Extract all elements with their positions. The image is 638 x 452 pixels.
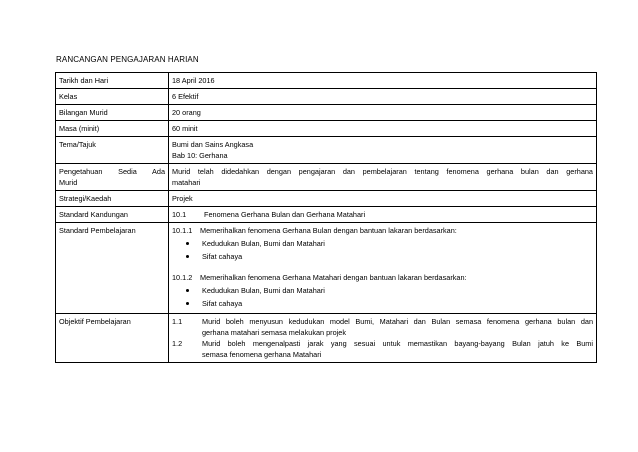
table-row bbox=[56, 137, 597, 164]
row-label-objektif: Objektif Pembelajaran bbox=[56, 314, 169, 363]
row-value-bilangan: 20 orang bbox=[169, 105, 597, 121]
row-label-strategi: Strategi/Kaedah bbox=[56, 191, 169, 207]
row-value-kandungan bbox=[169, 207, 597, 223]
table-row bbox=[56, 314, 597, 363]
table-row bbox=[56, 89, 597, 105]
objektif-item-1-text bbox=[202, 316, 593, 338]
list-item bbox=[202, 285, 593, 296]
row-value-tema bbox=[169, 137, 597, 164]
pengetahuan-line-1: Murid telah didedahkan dengan pengajaran dan pembelajaran tentang fenomena gerhana bulan dan gerhana bbox=[172, 167, 593, 176]
bullet-icon bbox=[186, 242, 189, 245]
objektif-item-1-number: 1.1 bbox=[172, 317, 183, 326]
kandungan-number: 10.1 bbox=[172, 210, 187, 219]
row-label-bilangan: Bilangan Murid bbox=[56, 105, 169, 121]
tema-line-2: Bab 10: Gerhana bbox=[172, 151, 228, 160]
table-row bbox=[56, 164, 597, 191]
row-label-kandungan: Standard Kandungan bbox=[56, 207, 169, 223]
pembelajaran-item-1-text: Memerihalkan fenomena Gerhana Bulan dengan bantuan lakaran berdasarkan: bbox=[200, 226, 457, 235]
pembelajaran-item-2-bullets bbox=[172, 285, 593, 309]
bullet-text: Kedudukan Bulan, Bumi dan Matahari bbox=[202, 239, 325, 248]
objektif-item-2-text bbox=[202, 338, 593, 360]
objektif-item-1-line-2: gerhana matahari semasa melakukan projek bbox=[202, 328, 346, 337]
row-label-kelas: Kelas bbox=[56, 89, 169, 105]
list-item bbox=[202, 238, 593, 249]
bullet-icon bbox=[186, 255, 189, 258]
table-row bbox=[56, 73, 597, 89]
row-label-tema: Tema/Tajuk bbox=[56, 137, 169, 164]
bullet-icon bbox=[186, 289, 189, 292]
table-row bbox=[56, 191, 597, 207]
row-value-kelas: 6 Efektif bbox=[169, 89, 597, 105]
pembelajaran-item-2 bbox=[172, 272, 593, 283]
objektif-item-2-line-2: semasa fenomena gerhana Matahari bbox=[202, 350, 322, 359]
list-item bbox=[202, 251, 593, 262]
pengetahuan-label-line-2: Murid bbox=[59, 178, 78, 187]
list-item bbox=[202, 298, 593, 309]
table-row bbox=[56, 121, 597, 137]
row-value-strategi: Projek bbox=[169, 191, 597, 207]
pembelajaran-item-2-number: 10.1.2 bbox=[172, 273, 193, 282]
table-row bbox=[56, 207, 597, 223]
kandungan-text: Fenomena Gerhana Bulan dan Gerhana Matahari bbox=[204, 210, 366, 219]
table-row bbox=[56, 223, 597, 314]
bullet-text: Sifat cahaya bbox=[202, 252, 243, 261]
objektif-item-2-number: 1.2 bbox=[172, 339, 183, 348]
row-value-objektif bbox=[169, 314, 597, 363]
tema-line-1: Bumi dan Sains Angkasa bbox=[172, 140, 254, 149]
bullet-text: Sifat cahaya bbox=[202, 299, 243, 308]
bullet-text: Kedudukan Bulan, Bumi dan Matahari bbox=[202, 286, 325, 295]
objektif-item-1-line-1: Murid boleh menyusun kedudukan model Bumi, Matahari dan Bulan semasa fenomena gerhana bulan dan bbox=[202, 317, 593, 326]
objektif-item-2 bbox=[172, 338, 593, 360]
pembelajaran-item-1 bbox=[172, 225, 593, 236]
row-value-masa: 60 minit bbox=[169, 121, 597, 137]
pengetahuan-label-line-1: Pengetahuan Sedia Ada bbox=[59, 167, 165, 176]
row-label-pengetahuan bbox=[56, 164, 169, 191]
pembelajaran-item-1-number: 10.1.1 bbox=[172, 226, 193, 235]
pembelajaran-item-1-bullets bbox=[172, 238, 593, 262]
pengetahuan-line-2: matahari bbox=[172, 178, 201, 187]
row-value-pembelajaran bbox=[169, 223, 597, 314]
row-label-pembelajaran: Standard Pembelajaran bbox=[56, 223, 169, 314]
row-label-tarikh: Tarikh dan Hari bbox=[56, 73, 169, 89]
row-label-masa: Masa (minit) bbox=[56, 121, 169, 137]
pembelajaran-item-2-text: Memerihalkan fenomena Gerhana Matahari dengan bantuan lakaran berdasarkan: bbox=[200, 273, 467, 282]
objektif-item-2-line-1: Murid boleh mengenalpasti jarak yang sesuai untuk memastikan bayang-bayang Bulan jatuh ke Bumi bbox=[202, 339, 593, 348]
document-title: RANCANGAN PENGAJARAN HARIAN bbox=[56, 55, 199, 64]
bullet-icon bbox=[186, 302, 189, 305]
row-value-pengetahuan bbox=[169, 164, 597, 191]
spacer bbox=[172, 264, 593, 272]
table-row bbox=[56, 105, 597, 121]
lesson-plan-table bbox=[55, 72, 597, 363]
objektif-item-1 bbox=[172, 316, 593, 338]
row-value-tarikh: 18 April 2016 bbox=[169, 73, 597, 89]
